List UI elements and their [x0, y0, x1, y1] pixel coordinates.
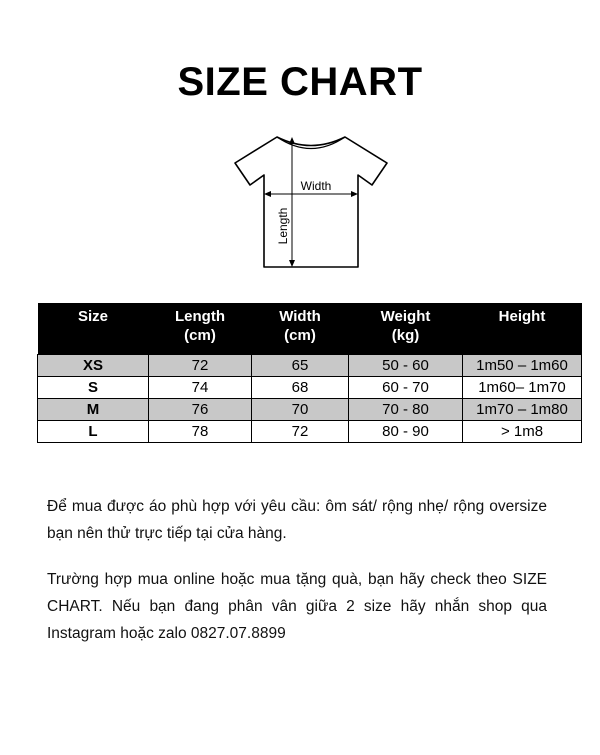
header-width: Width (cm) — [252, 303, 349, 355]
width-label: Width — [300, 179, 332, 193]
weight-cell: 70 - 80 — [349, 399, 463, 421]
table-header-row — [38, 303, 582, 355]
weight-cell: 50 - 60 — [349, 355, 463, 377]
weight-cell: 60 - 70 — [349, 377, 463, 399]
height-cell: 1m50 – 1m60 — [463, 355, 582, 377]
size-table — [37, 303, 582, 443]
length-cell: 74 — [149, 377, 252, 399]
width-cell: 70 — [252, 399, 349, 421]
height-cell: 1m70 – 1m80 — [463, 399, 582, 421]
size-cell: L — [38, 421, 149, 443]
length-cell: 78 — [149, 421, 252, 443]
tshirt-diagram — [230, 130, 390, 270]
table-row — [38, 421, 582, 443]
height-cell: > 1m8 — [463, 421, 582, 443]
width-cell: 68 — [252, 377, 349, 399]
length-label: Length — [276, 207, 290, 245]
width-cell: 65 — [252, 355, 349, 377]
tshirt-outline — [235, 137, 387, 267]
length-cell: 72 — [149, 355, 252, 377]
table-row — [38, 399, 582, 421]
page-title: SIZE CHART — [177, 60, 423, 104]
table-row — [38, 377, 582, 399]
table-row — [38, 355, 582, 377]
height-cell: 1m60– 1m70 — [463, 377, 582, 399]
size-cell: M — [38, 399, 149, 421]
note-paragraph-fitting: Để mua được áo phù hợp với yêu cầu: ôm sát/ rộng nhẹ/ rộng oversize bạn nên thử trực tiếp tại cửa hàng. — [47, 498, 547, 542]
header-size: Size — [38, 303, 149, 355]
note-paragraph-contact: Trường hợp mua online hoặc mua tặng quà, bạn hãy check theo SIZE CHART. Nếu bạn đang phân vân giữa 2 size hãy nhắn shop qua Instagram hoặc zalo 0827.07.8899 — [47, 571, 547, 642]
width-cell: 72 — [252, 421, 349, 443]
length-cell: 76 — [149, 399, 252, 421]
size-cell: S — [38, 377, 149, 399]
notes-section — [47, 493, 547, 666]
header-weight: Weight (kg) — [349, 303, 463, 355]
header-length: Length (cm) — [149, 303, 252, 355]
header-height: Height — [463, 303, 582, 355]
size-cell: XS — [38, 355, 149, 377]
weight-cell: 80 - 90 — [349, 421, 463, 443]
